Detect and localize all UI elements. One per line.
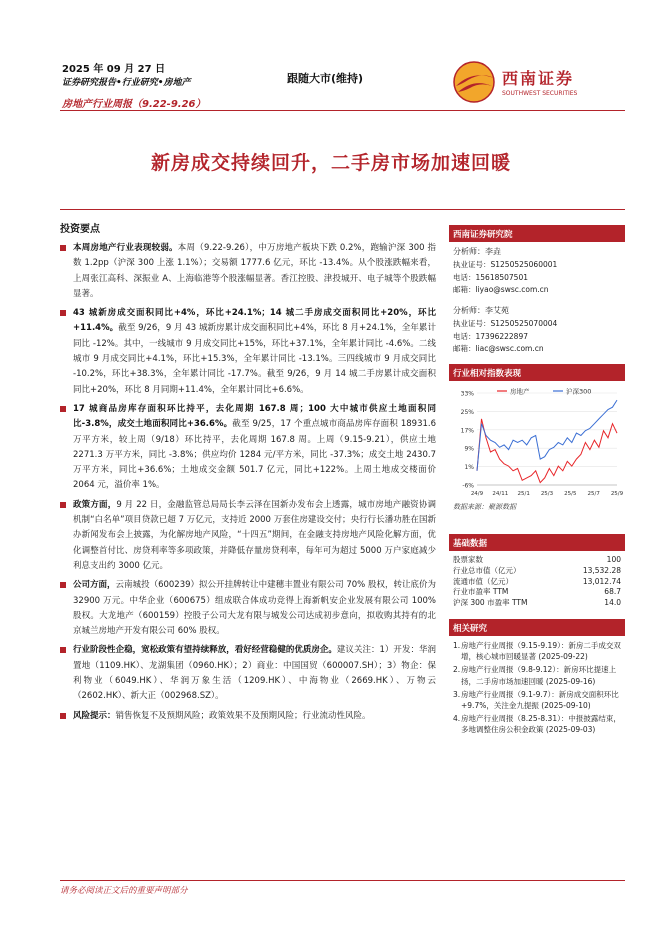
- performance-chart-svg: [449, 385, 625, 500]
- series-line-沪深300: [477, 400, 617, 471]
- data-row: [449, 566, 625, 577]
- point-lead: 本周房地产行业表现较弱。: [73, 243, 178, 253]
- performance-chart-heading: 行业相对指数表现: [449, 364, 625, 381]
- point-market-performance: [60, 241, 436, 302]
- item-text: 房地产行业周报（9.8-9.12）：新房环比提速上扬，二手房市场加速回暖 (2025-09-16): [461, 665, 617, 686]
- analyst-card: [449, 246, 625, 296]
- x-tick-label: 24/9: [470, 491, 484, 498]
- data-value: 68.7: [604, 587, 621, 597]
- footer-divider: [60, 880, 625, 881]
- footer-disclaimer: 请务必阅读正文后的重要声明部分: [60, 886, 188, 896]
- point-policy: [60, 498, 436, 574]
- analyst-name: 分析师：李垚: [453, 247, 501, 256]
- report-category: 证券研究报告•行业研究•房地产: [62, 78, 191, 88]
- y-tick-label: 17%: [460, 427, 474, 435]
- point-body: 截至 9/26，9 月 43 城新房累计成交面积同比+4%，环比 8 月+24.1%，全年累计同比 -12%。其中，一线城市 9 月成交同比+15%，环比+37.1%，全年累计同比 -4.6%。二线城市 9 月成交同比+4.1%，环比+15.3%，全年累计同比 -13.1%。三四线城市 9 月成交同比 -10.2%，环比+38.3%，全年累计同比 -17.7%。截至 9/26，9 月 14 城二手房累计成交面积同比+20%，环比 8 月同期+11.4%，全年累计同比+6.6%。: [73, 323, 436, 395]
- x-tick-label: 25/1: [517, 491, 530, 498]
- legend-label: 房地产: [510, 387, 530, 396]
- related-research-item[interactable]: [449, 713, 625, 735]
- series-line-房地产: [477, 419, 617, 483]
- logo-chinese-name: 西南证券: [502, 69, 575, 88]
- point-body: 9 月 22 日，金融监管总局局长李云泽在国新办发布会上透露，城市房地产融资协调机制“白名单”项目贷款已超 7 万亿元，支持近 2000 万套住房建设交付；央行行长潘功胜在国新办新闻发布会上披露，为化解房地产风险，“十四五”期间，在金融支持房地产风险化解方面，优化调整首付比、房贷利率等多项政策，并降低存量房贷利率，每年可为超过 5000 万户家庭减少利息支出约 3000 亿元。: [73, 499, 436, 571]
- point-body: 云南城投（600239）拟公开挂牌转让中建穗丰置业有限公司 70% 股权，转让底价为 32900 万元。中华企业（600675）组成联合体成功竞得上海新帆安企业发展有限公司 100% 股权。大龙地产（600159）控股子公司大龙有限与城发公司达成初步意向，拟收购其持有的北京城兰房地产开发有限公司 60% 股权。: [73, 580, 436, 637]
- data-value: 13,532.28: [582, 566, 621, 576]
- header-divider: [60, 110, 625, 111]
- chart-source: 数据来源：聚源数据: [453, 503, 516, 512]
- x-tick-label: 25/7: [587, 491, 600, 498]
- item-number: 2.: [453, 665, 461, 675]
- x-tick-label: 25/5: [564, 491, 577, 498]
- data-row: [449, 577, 625, 588]
- analyst-license: 执业证号：S1250525060001: [453, 260, 558, 270]
- item-number: 3.: [453, 689, 461, 699]
- point-body: 建议关注：1）开发：华润置地（1109.HK）、龙湖集团（0960.HK）；2）商业：中国国贸（600007.SH）；3）物企：保利物业（6049.HK）、华润万象生活（1209.HK）、中海物业（2669.HK）、万物云（2602.HK）、新大正（002968.SZ）。: [73, 645, 436, 702]
- item-number: 1.: [453, 640, 461, 650]
- data-label: 行业总市值（亿元）: [453, 566, 521, 576]
- y-tick-label: 33%: [460, 390, 474, 398]
- x-tick-label: 24/11: [492, 491, 509, 498]
- point-lead: 公司方面，: [73, 580, 116, 591]
- data-value: 14.0: [604, 598, 621, 608]
- analyst-license: 执业证号：S1250525070004: [453, 319, 558, 329]
- item-text: 房地产行业周报（8.25-8.31）：中报披露结束，多地调整住房公积金政策 (2025-09-03): [461, 714, 621, 735]
- basic-data-table: [449, 555, 625, 609]
- point-lead: 43 城新房成交面积同比+4%，环比+24.1%；14 城二手房成交面积同比+20%，环比+11.4%。: [73, 308, 436, 334]
- bullet-square-icon: [60, 647, 66, 653]
- data-row: [449, 598, 625, 609]
- data-label: 沪深 300 市盈率 TTM: [453, 598, 528, 608]
- y-tick-label: 25%: [460, 409, 474, 417]
- bullet-square-icon: [60, 406, 66, 412]
- data-label: 流通市值（亿元）: [453, 576, 513, 586]
- point-transactions: [60, 306, 436, 398]
- point-lead: 17 城商品房库存面积环比持平，去化周期 167.8 周；100 大中城市供应土地面积同比-3.8%，成交土地面积同比+36.6%。: [73, 403, 436, 430]
- bullet-square-icon: [60, 713, 66, 719]
- point-lead: 风险提示：: [73, 710, 116, 721]
- analyst-name: 分析师：李艾苑: [453, 306, 509, 316]
- y-tick-label: 9%: [464, 446, 474, 454]
- basic-data-heading: 基础数据: [449, 534, 625, 551]
- data-row: [449, 587, 625, 598]
- analyst-phone: 电话：15618507501: [453, 272, 528, 282]
- item-text: 房地产行业周报（9.1-9.7）：新房成交面积环比+9.7%，关注金九提振 (2025-09-10): [461, 689, 619, 710]
- sidebar: [449, 225, 625, 738]
- y-tick-label: -6%: [462, 482, 474, 490]
- point-recommendation: [60, 643, 436, 704]
- analyst-card: [449, 305, 625, 355]
- data-label: 股票家数: [453, 555, 483, 565]
- research-institute-heading: 西南证券研究院: [449, 225, 625, 242]
- investment-heading: 投资要点: [60, 224, 100, 235]
- point-body: 销售恢复不及预期风险；政策效果不及预期风险；行业流动性风险。: [115, 710, 371, 721]
- analyst-email[interactable]: 邮箱：liac@swsc.com.cn: [453, 344, 544, 354]
- point-lead: 政策方面，: [73, 499, 117, 510]
- bullet-square-icon: [60, 310, 66, 316]
- bullet-square-icon: [60, 502, 66, 508]
- performance-chart: [449, 385, 625, 500]
- data-value: 13,012.74: [582, 576, 621, 586]
- related-research-heading: 相关研究: [449, 619, 625, 636]
- investment-highlights: [60, 220, 436, 728]
- main-title: 新房成交持续回升，二手房市场加速回暖: [150, 152, 511, 174]
- point-body: 本周（9.22-9.26），中万房地产板块下跌 0.2%，跑输沪深 300 指数 1.2pp（沪深 300 上涨 1.1%）；交易额 1777.6 亿元，环比 -13.4%。从个股涨跌幅来看，上周张江高科、深振业 A、上海临港等个股涨幅显著。香江控股、津投城开、电子城等个股跌幅显著。: [73, 243, 436, 299]
- industry-rating: 跟随大市(维持): [287, 72, 364, 85]
- item-text: 房地产行业周报（9.15-9.19）：新房二手成交双增，核心城市回暖显著 (2025-09-22): [461, 640, 621, 662]
- related-research-item[interactable]: [449, 689, 625, 711]
- related-research-item[interactable]: [449, 640, 625, 662]
- related-research-item[interactable]: [449, 664, 625, 686]
- report-date: 2025 年 09 月 27 日: [62, 64, 166, 75]
- point-lead: 行业阶段性企稳，宽松政策有望持续释放，看好经营稳健的优质房企。: [73, 645, 337, 656]
- legend-label: 沪深300: [566, 387, 592, 396]
- title-divider: [60, 209, 625, 210]
- data-value: 100: [606, 555, 621, 565]
- logo-english-name: SOUTHWEST SECURITIES: [502, 90, 578, 97]
- analyst-email[interactable]: 邮箱：liyao@swsc.com.cn: [453, 284, 549, 294]
- bullet-square-icon: [60, 245, 66, 251]
- related-research-list: [449, 640, 625, 736]
- x-tick-label: 25/9: [610, 491, 624, 498]
- point-company: [60, 578, 436, 639]
- y-tick-label: 1%: [464, 464, 474, 472]
- point-inventory-land: [60, 402, 436, 494]
- data-label: 行业市盈率 TTM: [453, 587, 509, 597]
- report-series-title: 房地产行业周报（9.22-9.26）: [62, 99, 206, 110]
- x-tick-label: 25/3: [540, 491, 554, 498]
- data-row: [449, 555, 625, 566]
- logo-mark-icon: [452, 60, 498, 104]
- item-number: 4.: [453, 714, 461, 724]
- point-risk: [60, 709, 436, 724]
- point-body: 截至 9/25，17 个重点城市商品房库存面积 18931.6 万平方米，较上周（9/18）环比持平，去化周期 167.8 周。上周（9.15-9.21），供应土地 2271.3 万平方米，同比 -3.8%；供应均价 1284 元/平方米，同比 -37.3%；成交土地 2430.7 万平方米，同比+36.6%；土地成交金额 501.7 亿元，同比+122%。上周土地成交楼面价 2064 元，溢价率 1%。: [73, 419, 436, 491]
- bullet-square-icon: [60, 582, 66, 588]
- company-logo: [452, 60, 612, 104]
- analyst-phone: 电话：17396222897: [453, 331, 528, 341]
